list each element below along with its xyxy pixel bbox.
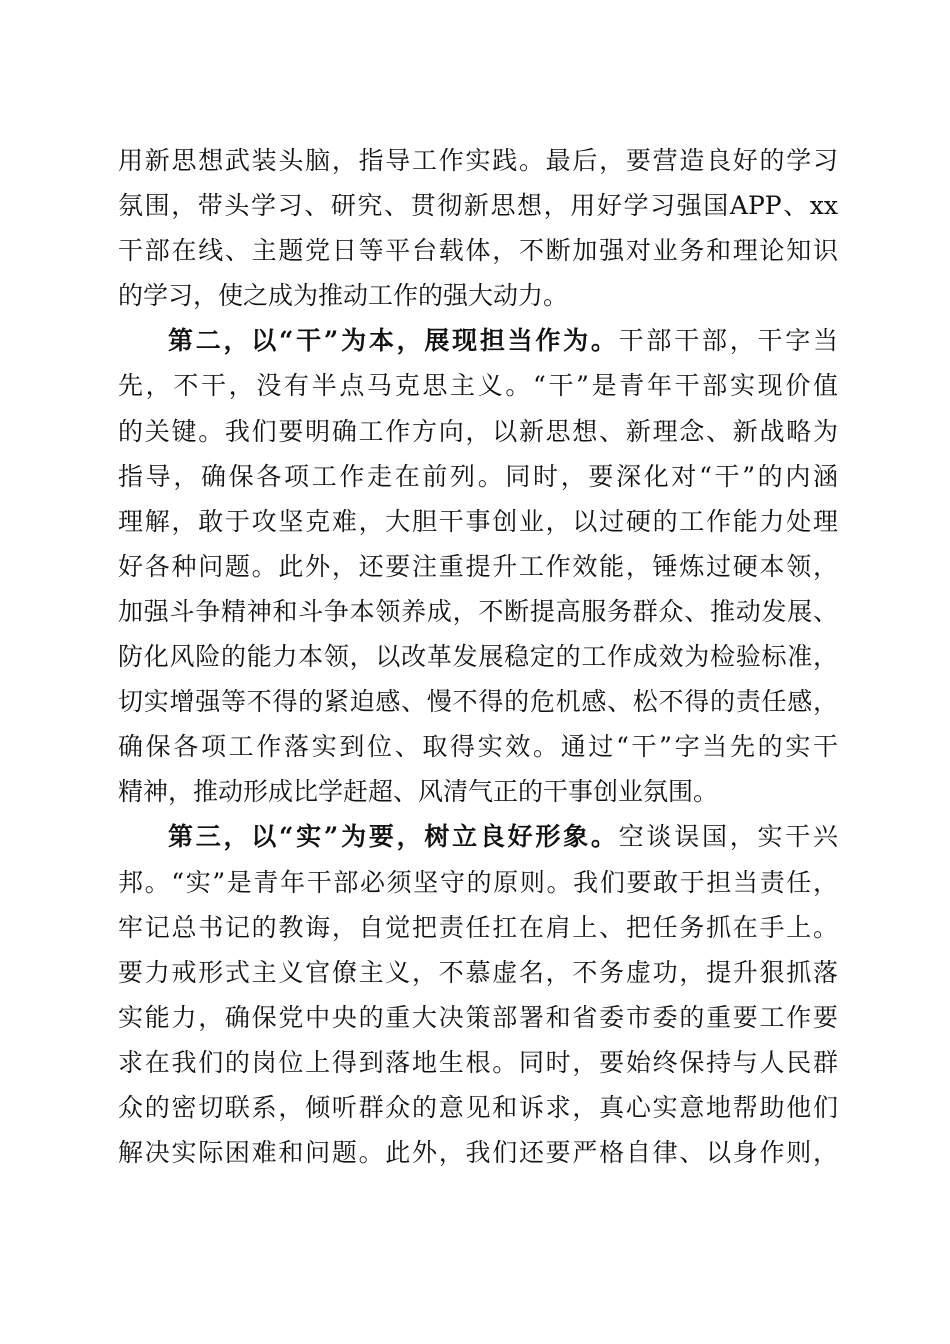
text-run: 干部干部，干字当	[618, 326, 838, 356]
text-line: 确保各项工作落实到位、取得实效。通过“干”字当先的实干	[118, 732, 838, 762]
text-run: 空谈误国，实干兴	[618, 822, 838, 852]
paragraph-practice	[118, 814, 838, 1175]
text-line: 要力戒形式主义官僚主义，不慕虚名，不务虚功，提升狠抓落	[118, 957, 838, 987]
text-line: 干部在线、主题党日等平台载体，不断加强对业务和理论知识	[118, 236, 838, 266]
text-line: 解决实际困难和问题。此外，我们还要严格自律、以身作则，	[118, 1138, 838, 1168]
paragraph-heading: 第三，以“实”为要，树立良好形象。	[168, 822, 619, 852]
text-line: 切实增强等不得的紧迫感、慢不得的危机感、松不得的责任感，	[118, 687, 838, 717]
text-line: 防化风险的能力本领，以改革发展稳定的工作成效为检验标准，	[118, 642, 838, 672]
paragraph-heading: 第二，以“干”为本，展现担当作为。	[168, 326, 619, 356]
text-line: 指导，确保各项工作走在前列。同时，要深化对“干”的内涵	[118, 461, 838, 491]
text-line	[118, 814, 838, 859]
text-line: 先，不干，没有半点马克思主义。“干”是青年干部实现价值	[118, 371, 838, 401]
text-line: 的关键。我们要明确工作方向，以新思想、新理念、新战略为	[118, 416, 838, 446]
text-line: 用新思想武装头脑，指导工作实践。最后，要营造良好的学习	[118, 146, 838, 175]
text-line: 牢记总书记的教诲，自觉把责任扛在肩上、把任务抓在手上。	[118, 912, 838, 942]
text-line: 加强斗争精神和斗争本领养成，不断提高服务群众、推动发展、	[118, 596, 838, 626]
text-line: 精神，推动形成比学赶超、风清气正的干事创业氛围。	[118, 777, 719, 807]
text-line: 的学习，使之成为推动工作的强大动力。	[118, 281, 569, 311]
document-body	[118, 138, 838, 1175]
paragraph-action	[118, 318, 838, 814]
text-line: 求在我们的岗位上得到落地生根。同时，要始终保持与人民群	[118, 1047, 838, 1077]
text-line	[118, 318, 838, 363]
text-line: 实能力，确保党中央的重大决策部署和省委市委的重要工作要	[118, 1002, 838, 1032]
text-line: 众的密切联系，倾听群众的意见和诉求，真心实意地帮助他们	[118, 1092, 838, 1122]
text-line: 理解，敢于攻坚克难，大胆干事创业，以过硬的工作能力处理	[118, 506, 838, 536]
text-line: 邦。“实”是青年干部必须坚守的原则。我们要敢于担当责任，	[118, 867, 838, 897]
paragraph-study	[118, 138, 838, 318]
text-line: 好各种问题。此外，还要注重提升工作效能，锤炼过硬本领，	[118, 551, 838, 581]
text-line: 氛围，带头学习、研究、贯彻新思想，用好学习强国APP、xx	[118, 191, 838, 221]
